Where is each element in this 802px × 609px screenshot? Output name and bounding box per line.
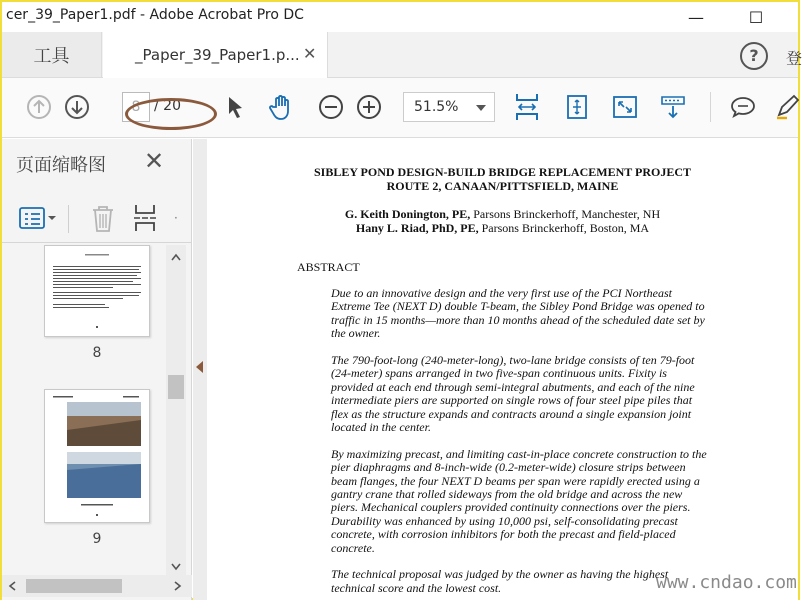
zoom-out-icon[interactable]: [316, 92, 346, 122]
page-total: / 20: [154, 98, 181, 114]
minimize-button[interactable]: —: [688, 7, 704, 27]
thumbnail-page-label: 9: [92, 531, 102, 547]
panel-close-icon[interactable]: ✕: [144, 147, 165, 175]
scroll-right-icon[interactable]: [174, 581, 182, 591]
zoom-level-value: 51.5%: [414, 99, 459, 115]
panel-title: 页面缩略图: [16, 155, 106, 176]
previous-page-icon[interactable]: [24, 92, 54, 122]
next-page-icon[interactable]: [62, 92, 92, 122]
tab-bar: [2, 32, 802, 78]
delete-page-icon[interactable]: [90, 203, 116, 237]
panel-more-icon[interactable]: ·: [174, 211, 178, 225]
annotation-oval: [125, 98, 217, 130]
abstract-paragraph: The technical proposal was judged by the owner as having the highest technical score and the lowest cost.: [331, 567, 669, 595]
paper-authors: [207, 207, 798, 235]
abstract-paragraph: The 790-foot-long (240-meter-long), two-lane bridge consists of ten 79-foot (24-meter) spans arranged in two five-span continuous units. Fixity is provided at each end through semi-integral abutments, and each of the nine intermediate piers are supported on single rows of four steel pipe piles that flex as the structure expands and contracts around a single expansion joint located in the center.: [331, 353, 695, 435]
scroll-up-icon[interactable]: [171, 253, 181, 261]
extract-page-icon[interactable]: [132, 203, 160, 237]
thumbnail-page-9[interactable]: [44, 389, 150, 523]
author-line-1: [207, 207, 798, 221]
author-2-affiliation: Parsons Brinckerhoff, Boston, MA: [478, 221, 650, 235]
paper-title-line-1: SIBLEY POND DESIGN-BUILD BRIDGE REPLACEMENT PROJECT: [313, 165, 692, 179]
zoom-level-dropdown[interactable]: [403, 92, 495, 122]
tab-tools[interactable]: 工具: [2, 32, 102, 77]
select-tool-icon[interactable]: [220, 92, 250, 122]
scroll-left-icon[interactable]: [8, 581, 16, 591]
help-icon[interactable]: ?: [740, 42, 768, 70]
tab-document-label: _Paper_39_Paper1.p...: [135, 46, 300, 64]
window-title: cer_39_Paper1.pdf - Adobe Acrobat Pro DC: [6, 7, 304, 23]
abstract-paragraph: Due to an innovative design and the very first use of the PCI Northeast Extreme Tee (NEXT D) double T-beam, the Sibley Pond Bridge was opened to traffic in 15 months—more than 10 months ahead of the scheduled date set by the owner.: [331, 286, 705, 341]
fit-page-icon[interactable]: [562, 92, 592, 122]
author-line-2: [207, 221, 798, 235]
page-number-input[interactable]: 8: [122, 92, 150, 122]
sign-in-button[interactable]: 登: [786, 49, 802, 68]
tab-document[interactable]: [103, 32, 328, 78]
zoom-in-icon[interactable]: [354, 92, 384, 122]
document-view[interactable]: [207, 139, 798, 600]
panel-toolbar-divider: [68, 205, 69, 233]
paper-title-line-2: ROUTE 2, CANAAN/PITTSFIELD, MAINE: [386, 179, 619, 193]
scroll-down-icon[interactable]: [171, 563, 181, 571]
main-toolbar: [2, 78, 798, 138]
abstract-paragraph: By maximizing precast, and limiting cast-in-place concrete construction to the pier diaphragms and 8-inch-wide (0.2-meter-wide) closure strips between beam flanges, the four NEXT D beams per span were rapidly erected using a gantry crane that rolled sideways from the old bridge and across the new piers. Mechanical couplers provided continuity connections over the piers. Durability was enhanced by using 10,000 psi, self-consolidating precast concrete, with corrosion inhibitors for both the precast and field-placed concrete.: [331, 446, 707, 555]
panel-collapse-handle[interactable]: [193, 139, 207, 600]
thumbnail-page-label: 8: [92, 345, 102, 361]
tab-close-icon[interactable]: ✕: [303, 44, 317, 63]
highlight-pen-icon[interactable]: [772, 92, 802, 122]
watermark-text: www.cndao.com: [656, 572, 797, 593]
chevron-down-icon: [476, 105, 486, 111]
comment-icon[interactable]: [728, 92, 758, 122]
scrolling-mode-icon[interactable]: [658, 92, 688, 122]
title-bar: [2, 2, 798, 32]
maximize-button[interactable]: ☐: [748, 7, 764, 27]
thumbnail-vertical-scrollbar[interactable]: [166, 245, 186, 575]
panel-toolbar: [2, 193, 192, 243]
scrollbar-thumb[interactable]: [26, 579, 122, 593]
abstract-heading: ABSTRACT: [297, 260, 360, 274]
collapse-arrow-icon: [196, 361, 203, 373]
hand-tool-icon[interactable]: [267, 92, 297, 122]
toolbar-divider: [710, 92, 711, 122]
pdf-page: [207, 139, 798, 600]
abstract-body: [331, 287, 709, 609]
paper-title: [207, 165, 798, 193]
thumbnail-options-icon[interactable]: [18, 203, 58, 233]
scrollbar-thumb[interactable]: [168, 375, 184, 399]
author-2-name: Hany L. Riad, PhD, PE,: [355, 221, 479, 235]
thumbnail-page-8[interactable]: [44, 245, 150, 337]
author-1-affiliation: Parsons Brinckerhoff, Manchester, NH: [470, 207, 661, 221]
fit-width-icon[interactable]: [512, 92, 542, 122]
full-screen-icon[interactable]: [610, 92, 640, 122]
author-1-name: G. Keith Donington, PE,: [344, 207, 471, 221]
thumbnail-horizontal-scrollbar[interactable]: [2, 575, 192, 597]
page-thumbnails-panel: [2, 139, 192, 600]
thumbnail-list: [2, 245, 166, 573]
